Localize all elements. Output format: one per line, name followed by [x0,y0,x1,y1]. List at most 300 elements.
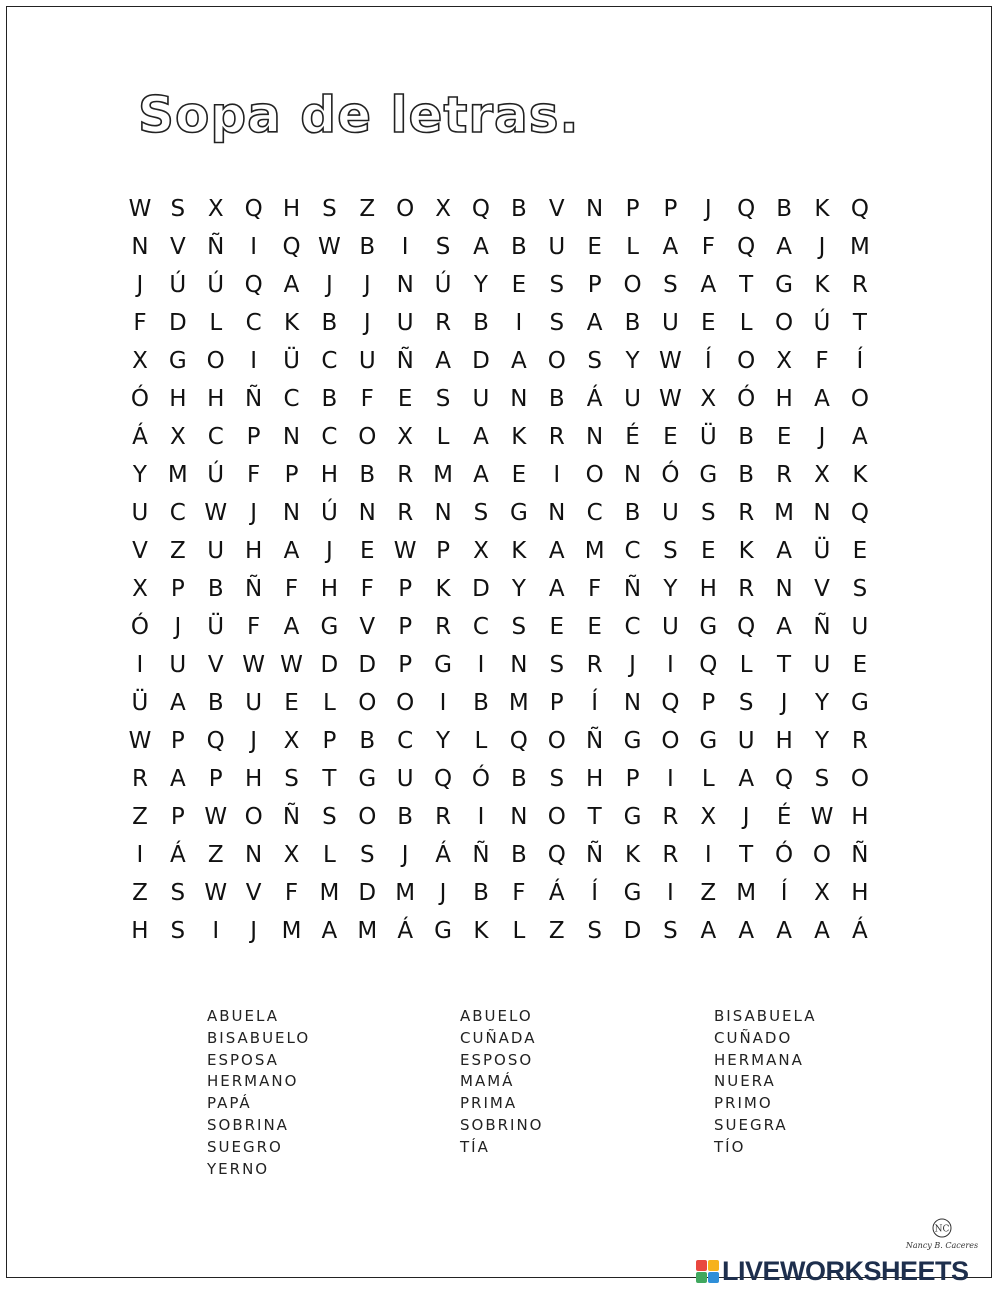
grid-letter: H [131,918,149,944]
grid-letter: X [814,880,830,906]
grid-letter: H [851,880,869,906]
grid-letter: N [282,500,301,526]
grid-letter: W [659,348,682,374]
grid-letter: A [776,918,792,944]
word-item: TÍA [460,1137,490,1156]
grid-letter: S [814,766,830,792]
grid-letter: E [511,462,527,488]
grid-letter: Ü [813,538,831,564]
grid-letter: R [851,728,868,754]
grid-letter: X [207,196,224,222]
grid-letter: A [548,576,565,602]
grid-letter: G [775,272,793,298]
grid-letter: C [472,614,489,640]
grid-letter: J [401,842,409,868]
liveworksheets-brand [696,1254,969,1288]
grid-letter: P [170,576,185,602]
grid-letter: T [739,272,754,298]
logo-tile [696,1260,707,1271]
word-item: PAPÁ [207,1094,252,1113]
grid-letter: N [282,424,301,450]
word-item: TÍO [714,1137,746,1156]
grid-letter: H [699,576,717,602]
grid-letter: W [128,196,152,222]
grid-letter: Z [207,842,224,868]
grid-letter: U [661,310,679,336]
grid-letter: A [473,234,489,260]
grid-letter: Q [737,196,756,222]
grid-letter: A [852,424,868,450]
grid-letter: U [358,348,376,374]
grid-letter: A [700,272,717,298]
grid-letter: A [321,918,338,944]
grid-letter: C [321,424,338,450]
grid-letter: D [472,576,490,602]
grid-letter: V [548,196,565,222]
grid-letter: B [359,234,376,260]
grid-letter: J [818,424,826,450]
grid-letter: C [283,386,300,412]
grid-letter: Í [780,880,788,906]
grid-letter: H [775,386,793,412]
grid-letter: X [132,576,148,602]
grid-letter: L [474,728,488,754]
grid-letter: H [851,804,869,830]
grid-letter: E [852,538,868,564]
grid-letter: Ü [207,614,225,640]
grid-letter: C [624,538,641,564]
grid-letter: N [623,690,642,716]
grid-letter: Í [591,880,599,906]
grid-letter: P [246,424,261,450]
grid-letter: Z [132,804,148,830]
grid-letter: V [207,652,224,678]
grid-letter: B [624,310,641,336]
grid-letter: M [357,918,378,944]
grid-letter: I [136,652,144,678]
grid-letter: E [663,424,678,450]
grid-letter: Ñ [245,576,263,602]
grid-letter: H [169,386,187,412]
grid-letter: F [133,310,147,336]
grid-letter: B [510,842,527,868]
grid-letter: H [585,766,604,792]
grid-letter: W [393,538,417,564]
grid-letter: M [584,538,605,564]
grid-letter: R [662,804,679,830]
grid-letter: S [663,538,678,564]
page-title: Sopa de letras. [138,86,580,144]
grid-letter: I [667,652,674,678]
grid-letter: S [435,386,451,412]
grid-letter: U [813,652,831,678]
grid-letter: U [472,386,490,412]
grid-letter: I [401,234,409,260]
grid-letter: X [700,804,717,830]
grid-letter: N [510,652,528,678]
grid-letter: Z [169,538,186,564]
grid-letter: B [510,766,527,792]
grid-letter: A [473,462,489,488]
grid-letter: L [436,424,450,450]
grid-letter: Ú [320,500,338,526]
grid-letter: O [737,348,756,374]
grid-letter: R [586,652,603,678]
word-item: BISABUELO [207,1028,311,1047]
grid-letter: S [549,310,565,336]
grid-letter: P [549,690,564,716]
grid-letter: P [322,728,337,754]
grid-letter: Ó [737,386,756,412]
grid-letter: Ó [471,766,491,792]
grid-letter: J [326,538,333,564]
grid-letter: B [207,690,224,716]
grid-letter: S [473,500,489,526]
grid-letter: R [397,462,414,488]
liveworksheets-logo-icon [696,1260,719,1283]
grid-letter: A [738,918,755,944]
grid-letter: R [776,462,793,488]
grid-letter: G [850,690,869,716]
grid-letter: P [625,196,640,222]
word-item: NUERA [714,1072,776,1091]
grid-letter: P [284,462,299,488]
grid-letter: J [174,614,182,640]
grid-letter: U [169,652,187,678]
grid-letter: W [280,652,303,678]
grid-letter: M [167,462,188,488]
grid-letter: X [132,348,148,374]
grid-letter: O [244,804,263,830]
grid-letter: R [131,766,148,792]
grid-letter: I [212,918,220,944]
grid-letter: Ü [283,348,300,374]
word-item: ABUELO [460,1007,533,1025]
grid-letter: A [283,614,300,640]
grid-letter: S [511,614,527,640]
grid-letter: Q [206,728,225,754]
grid-letter: M [395,880,416,906]
grid-letter: N [623,462,642,488]
grid-letter: S [549,766,565,792]
grid-letter: Ñ [586,842,604,868]
grid-letter: G [623,728,642,754]
word-item: SOBRINA [207,1115,289,1134]
grid-letter: Ñ [586,728,604,754]
grid-letter: L [701,766,715,792]
grid-letter: P [398,614,413,640]
grid-letter: K [814,272,830,298]
grid-letter: Á [548,880,565,906]
grid-letter: G [623,880,642,906]
word-list-column [207,1006,310,1180]
grid-letter: Ñ [245,386,263,412]
grid-letter: H [282,196,301,222]
grid-letter: C [207,424,224,450]
grid-letter: F [512,880,526,906]
grid-letter: C [397,728,414,754]
author-signature [900,1218,984,1252]
grid-letter: B [510,196,527,222]
grid-letter: D [623,918,642,944]
grid-letter: J [363,310,371,336]
grid-letter: G [358,766,377,792]
word-item: HERMANO [207,1072,299,1091]
grid-letter: V [359,614,376,640]
grid-letter: O [358,690,377,716]
grid-letter: J [136,272,144,298]
grid-letter: F [815,348,829,374]
grid-letter: L [209,310,223,336]
grid-letter: O [547,348,566,374]
grid-letter: W [242,652,265,678]
grid-letter: B [359,728,376,754]
grid-letter: N [434,500,452,526]
grid-letter: K [511,424,527,450]
grid-letter: B [510,234,527,260]
grid-letter: I [250,234,258,260]
grid-letter: E [511,272,527,298]
grid-letter: S [587,348,602,374]
grid-letter: B [738,462,755,488]
grid-letter: K [435,576,451,602]
grid-letter: Y [814,728,829,754]
grid-letter: B [473,310,489,336]
word-list-column [460,1006,544,1159]
grid-letter: A [548,538,565,564]
grid-letter: Q [850,196,869,222]
grid-letter: U [737,728,755,754]
word-item: PRIMA [460,1094,518,1113]
grid-letter: C [169,500,186,526]
grid-letter: S [549,272,565,298]
grid-letter: U [624,386,641,412]
grid-letter: S [663,272,678,298]
grid-letter: H [775,728,793,754]
word-item: SUEGRO [207,1137,283,1156]
grid-letter: E [776,424,792,450]
grid-letter: Y [511,576,526,602]
grid-letter: J [250,728,258,754]
grid-letter: S [587,918,602,944]
grid-letter: J [250,918,258,944]
grid-letter: W [204,804,228,830]
word-item: ABUELA [207,1007,279,1025]
grid-letter: G [434,918,452,944]
grid-letter: Q [737,234,756,260]
grid-letter: P [436,538,450,564]
grid-letter: B [207,576,224,602]
grid-letter: G [623,804,642,830]
grid-letter: F [360,576,374,602]
word-list-column [714,1006,817,1159]
word-item: ESPOSO [460,1050,534,1069]
grid-letter: A [776,538,792,564]
grid-letter: E [852,652,868,678]
grid-letter: N [586,424,604,450]
grid-letter: X [283,842,300,868]
grid-letter: Í [704,348,712,374]
grid-letter: B [397,804,414,830]
grid-letter: Á [435,842,451,868]
grid-letter: O [396,690,415,716]
grid-letter: A [435,348,451,374]
grid-letter: S [663,918,678,944]
grid-letter: Y [473,272,488,298]
grid-letter: P [398,576,413,602]
grid-letter: P [663,196,678,222]
grid-letter: E [284,690,299,716]
grid-letter: Ó [130,614,149,640]
grid-letter: F [284,576,299,602]
grid-letter: I [250,348,258,374]
grid-letter: X [435,196,451,222]
grid-letter: E [701,310,716,336]
grid-letter: Ñ [851,842,869,868]
grid-letter: E [549,614,565,640]
grid-letter: S [170,196,186,222]
grid-letter: N [358,500,376,526]
grid-letter: O [396,196,415,222]
grid-letter: Ó [661,462,680,488]
grid-letter: N [245,842,263,868]
grid-letter: U [396,310,414,336]
grid-letter: Á [169,842,186,868]
grid-letter: V [132,538,148,564]
grid-letter: Q [850,500,869,526]
grid-letter: S [322,196,337,222]
grid-letter: W [318,234,341,260]
word-item: CUÑADO [714,1028,793,1047]
grid-letter: D [358,880,377,906]
grid-letter: A [283,538,300,564]
grid-letter: V [814,576,830,602]
signature-monogram: NC [934,1224,950,1235]
grid-letter: X [283,728,300,754]
grid-letter: T [777,652,792,678]
grid-letter: W [204,880,228,906]
grid-letter: G [434,652,452,678]
grid-letter: N [396,272,414,298]
grid-letter: U [661,500,679,526]
grid-letter: K [852,462,868,488]
grid-letter: Ú [434,272,452,298]
grid-letter: D [168,310,187,336]
grid-letter: Q [244,196,263,222]
logo-tile [696,1272,707,1283]
grid-letter: R [662,842,679,868]
grid-letter: Q [282,234,301,260]
grid-letter: O [547,728,566,754]
grid-letter: S [549,652,565,678]
grid-letter: Q [434,766,453,792]
grid-letter: O [206,348,225,374]
grid-letter: O [358,804,377,830]
grid-letter: M [736,880,757,906]
grid-letter: B [473,690,489,716]
grid-letter: N [548,500,566,526]
grid-letter: Ñ [282,804,301,830]
grid-letter: X [700,386,717,412]
grid-letter: F [360,386,374,412]
grid-letter: B [359,462,376,488]
grid-letter: O [547,804,566,830]
grid-letter: W [204,500,228,526]
grid-letter: X [169,424,186,450]
grid-letter: U [661,614,679,640]
grid-letter: J [704,196,712,222]
grid-letter: C [586,500,603,526]
grid-letter: Z [359,196,376,222]
grid-letter: L [739,310,753,336]
grid-letter: B [738,424,755,450]
grid-letter: R [851,272,868,298]
grid-letter: I [667,880,674,906]
grid-letter: I [477,804,485,830]
grid-letter: D [472,348,490,374]
grid-letter: W [128,728,152,754]
grid-letter: A [662,234,679,260]
grid-letter: A [586,310,603,336]
grid-letter: Ó [130,386,149,412]
grid-letter: S [322,804,337,830]
grid-letter: U [131,500,149,526]
grid-letter: C [624,614,641,640]
grid-letter: C [321,348,338,374]
grid-letter: G [699,728,718,754]
grid-letter: A [283,272,300,298]
grid-letter: S [852,576,868,602]
grid-letter: B [624,500,641,526]
grid-letter: U [851,614,869,640]
grid-letter: R [738,500,755,526]
grid-letter: K [814,196,830,222]
grid-letter: P [587,272,602,298]
grid-letter: K [283,310,300,336]
grid-letter: A [169,690,186,716]
grid-letter: E [360,538,375,564]
grid-letter: U [548,234,566,260]
grid-letter: M [433,462,453,488]
grid-letter: Ú [813,310,831,336]
grid-letter: E [701,538,716,564]
grid-letter: O [358,424,377,450]
grid-letter: I [136,842,144,868]
grid-letter: D [358,652,377,678]
letter-grid [121,190,879,950]
grid-letter: J [250,500,258,526]
grid-letter: S [284,766,299,792]
grid-letter: M [508,690,529,716]
grid-letter: Y [132,462,147,488]
word-item: CUÑADA [460,1028,537,1047]
grid-letter: I [704,842,712,868]
grid-letter: A [473,424,489,450]
grid-letter: M [319,880,340,906]
grid-letter: G [168,348,187,374]
word-item: YERNO [207,1159,270,1178]
grid-letter: U [396,766,414,792]
grid-letter: V [169,234,186,260]
grid-letter: L [739,652,753,678]
grid-letter: T [852,310,867,336]
grid-letter: G [699,614,718,640]
grid-letter: R [435,804,452,830]
grid-letter: H [320,576,339,602]
grid-letter: Ñ [396,348,414,374]
grid-letter: Á [586,386,603,412]
grid-letter: X [776,348,792,374]
